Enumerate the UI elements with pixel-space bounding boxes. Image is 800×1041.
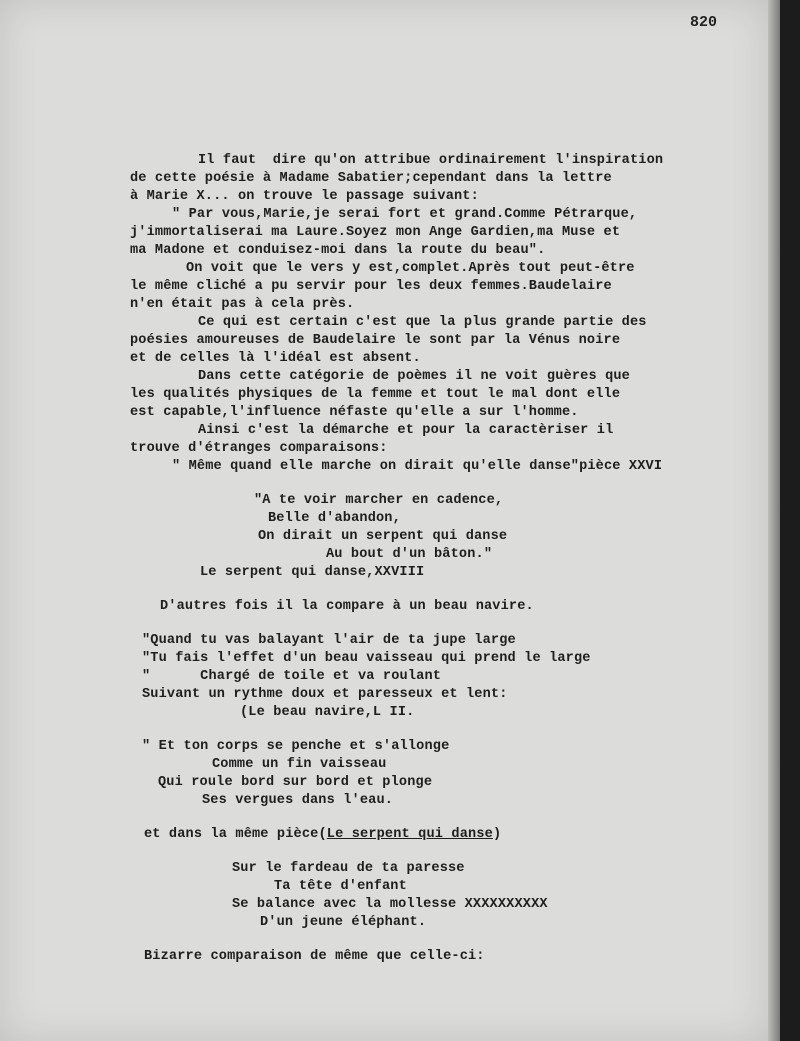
text-line: ma Madone et conduisez-moi dans la route du beau". — [130, 243, 546, 258]
text-line: et dans la même pièce(Le serpent qui danse) — [144, 827, 502, 842]
scan-border — [780, 0, 800, 1041]
poem-line: "A te voir marcher en cadence, — [254, 493, 504, 508]
poem-source: Le serpent qui danse,XXVIII — [200, 565, 425, 580]
text-line: " Par vous,Marie,je serai fort et grand.Comme Pétrarque, — [172, 207, 638, 222]
text-line: à Marie X... on trouve le passage suivant: — [130, 189, 479, 204]
text-line: Dans cette catégorie de poèmes il ne voit guères que — [198, 369, 630, 384]
text-line: D'autres fois il la compare à un beau navire. — [160, 599, 534, 614]
poem-line: Ta tête d'enfant — [274, 879, 407, 894]
text-line: Il faut dire qu'on attribue ordinairement l'inspiration — [198, 153, 664, 168]
text-line: de cette poésie à Madame Sabatier;cependant dans la lettre — [130, 171, 612, 186]
text-line: Bizarre comparaison de même que celle-ci: — [144, 949, 485, 964]
text-line: le même cliché a pu servir pour les deux femmes.Baudelaire — [130, 279, 612, 294]
poem-line: "Tu fais l'effet d'un beau vaisseau qui prend le large — [142, 651, 591, 666]
poem-source: (Le beau navire,L II. — [240, 705, 415, 720]
poem-line: Au bout d'un bâton." — [326, 547, 493, 562]
poem-line: Sur le fardeau de ta paresse — [232, 861, 465, 876]
poem-line: Belle d'abandon, — [268, 511, 401, 526]
text-line: et de celles là l'idéal est absent. — [130, 351, 421, 366]
poem-line: On dirait un serpent qui danse — [258, 529, 508, 544]
text-line: poésies amoureuses de Baudelaire le sont par la Vénus noire — [130, 333, 621, 348]
text-line: On voit que le vers y est,complet.Après tout peut-être — [186, 261, 635, 276]
text-line: Ainsi c'est la démarche et pour la caractèriser il — [198, 423, 614, 438]
text-line: j'immortaliserai ma Laure.Soyez mon Ange Gardien,ma Muse et — [130, 225, 621, 240]
underlined-title: Le serpent qui danse — [326, 827, 493, 842]
poem-line: Se balance avec la mollesse XXXXXXXXXX — [232, 897, 548, 912]
poem-line: Comme un fin vaisseau — [212, 757, 387, 772]
poem-line: " Chargé de toile et va roulant — [142, 669, 442, 684]
poem-line: Suivant un rythme doux et paresseux et lent: — [142, 687, 508, 702]
poem-line: Ses vergues dans l'eau. — [202, 793, 394, 808]
text-line: Ce qui est certain c'est que la plus grande partie des — [198, 315, 647, 330]
poem-line: " Et ton corps se penche et s'allonge — [142, 739, 450, 754]
poem-line: D'un jeune éléphant. — [260, 915, 427, 930]
page-edge — [768, 0, 780, 1041]
text-line: " Même quand elle marche on dirait qu'elle danse"pièce XXVI — [172, 459, 663, 474]
poem-line: "Quand tu vas balayant l'air de ta jupe large — [142, 633, 516, 648]
text-line: est capable,l'influence néfaste qu'elle a sur l'homme. — [130, 405, 579, 420]
poem-line: Qui roule bord sur bord et plonge — [158, 775, 433, 790]
text-line: les qualités physiques de la femme et tout le mal dont elle — [130, 387, 621, 402]
text-line: trouve d'étranges comparaisons: — [130, 441, 388, 456]
text-line: n'en était pas à cela près. — [130, 297, 355, 312]
page-number: 820 — [690, 14, 718, 31]
